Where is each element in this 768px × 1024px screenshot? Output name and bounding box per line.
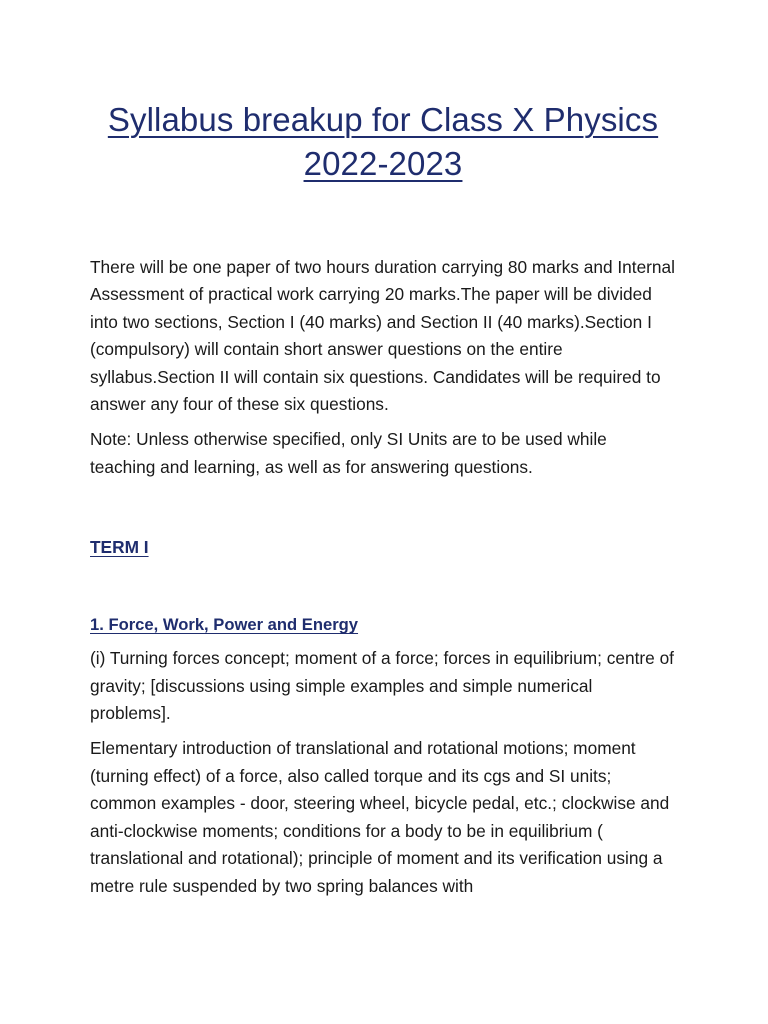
term-heading: TERM I: [90, 537, 149, 558]
title-line-2: 2022-2023: [303, 145, 463, 182]
intro-paragraph: There will be one paper of two hours duration carrying 80 marks and Internal Assessment of practical work carrying 20 marks.The paper will be divided into two sections, Section I (40 marks) and Section II (40 marks).Section I (compulsory) will contain short answer questions on the entire syllabus.Section II will contain six questions. Candidates will be required to answer any four of these six questions.: [90, 257, 675, 415]
page-title: [90, 98, 676, 186]
section-paragraph-1: (i) Turning forces concept; moment of a force; forces in equilibrium; centre of gravity; [discussions using simple examples and simple numerical problems].: [90, 648, 674, 724]
section-heading-wrapper: [90, 559, 676, 637]
section-paragraph-2: Elementary introduction of translational and rotational motions; moment (turning effect) of a force, also called torque and its cgs and SI units; common examples - door, steering wheel, bicycle pedal, etc.; clockwise and anti-clockwise moments; conditions for a body to be in equilibrium ( translational and rotational); principle of moment and its verification using a metre rule suspended by two spring balances with: [90, 738, 670, 896]
title-line-1: Syllabus breakup for Class X Physics: [107, 101, 659, 138]
term-heading-wrapper: [90, 481, 676, 559]
section-heading: 1. Force, Work, Power and Energy: [90, 615, 359, 635]
note-paragraph: Note: Unless otherwise specified, only SI Units are to be used while teaching and learning, as well as for answering questions.: [90, 429, 607, 477]
